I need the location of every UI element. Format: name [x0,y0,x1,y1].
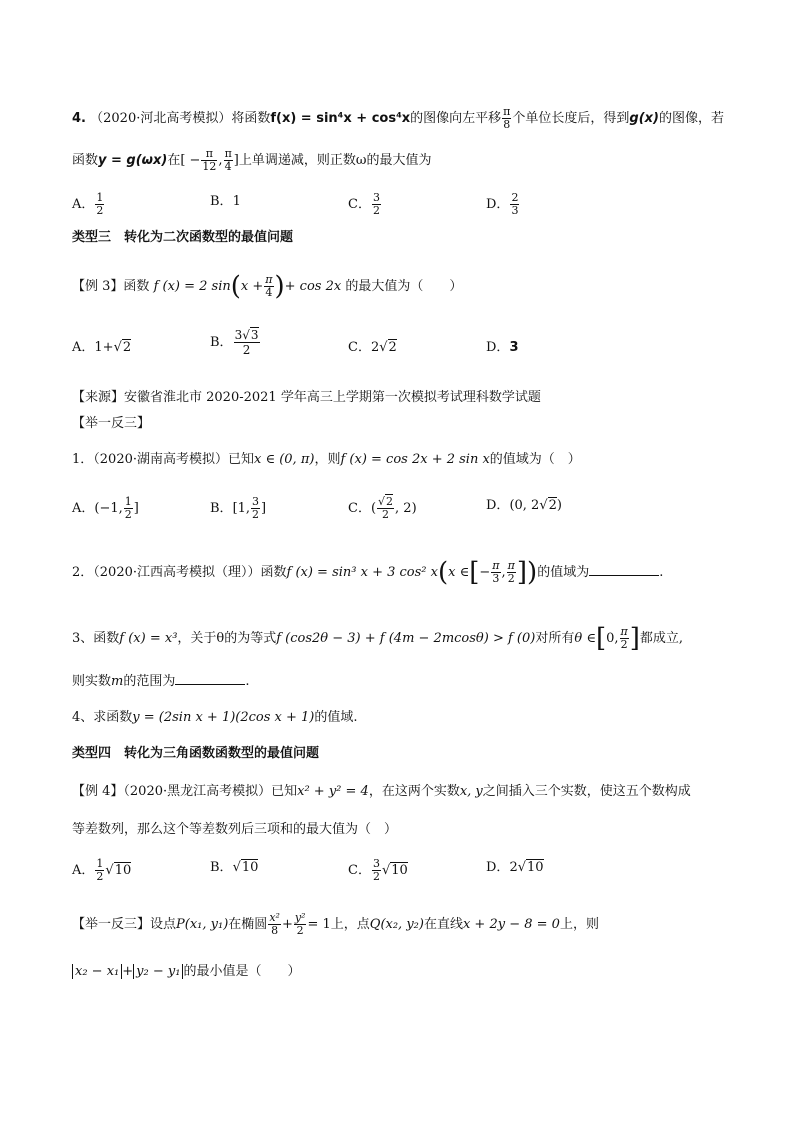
option-label: B． [210,194,233,209]
text: 上，则 [559,917,599,932]
denominator: 2 [296,924,304,937]
radicand: 10 [527,860,544,875]
option-value: 3 [509,340,519,355]
denominator: 4 [224,160,232,173]
option-c[interactable]: C． $\frac{3}{2}$ √10 [348,857,408,883]
formula: y = (2sin x + 1)(2cos x + 1) [132,710,315,725]
example-4-line-2: 等差数列，那么这个等差数列后三项和的最大值为（ ） [72,822,398,837]
text: , [218,153,223,168]
text: . [245,674,250,689]
practice-problem-line-2 [72,962,734,982]
option-label: D． [486,860,510,875]
text: 在椭圆 [228,917,268,932]
denominator: 2 [620,638,628,651]
numerator: y² [294,911,306,924]
fraction: $\frac{√2}{2}$ [378,495,394,521]
option-a[interactable] [72,496,139,521]
formula: x, y [459,784,483,799]
q4-line-1 [72,106,734,131]
denominator: 3 [492,572,500,585]
radicand: 2 [548,498,557,513]
text: 的最大值为（ ） [345,279,463,294]
paren-close: ) [274,271,285,302]
denominator: 2 [124,508,132,521]
denominator: 2 [382,508,390,521]
answer-blank[interactable] [589,563,659,576]
denominator: 2 [252,508,260,521]
text: 2．（2020·江西高考模拟（理））函数 [72,565,287,580]
denominator: 2 [242,343,251,357]
option-label: C． [348,197,371,212]
option-a[interactable] [72,192,105,217]
question-source: （2020·河北高考模拟） [90,111,232,126]
option-c[interactable]: C．2√2 [348,340,397,355]
text: 的范围为 [123,674,176,689]
text: ，关于θ的为等式 [177,631,277,646]
text: 的图像向左平移 [410,111,502,126]
denominator: 8 [503,118,511,131]
text: ( [370,501,377,516]
fraction [620,626,629,651]
option-label: A． [72,501,95,516]
option-label: D． [486,197,510,212]
numerator: π [224,147,232,160]
text: (0, 2 [509,498,540,513]
example-label: 【例 4】 [72,784,124,799]
question-number: 4. [72,111,86,126]
text: 在[ − [167,153,201,168]
denominator: 2 [96,204,104,217]
option-b[interactable] [210,496,266,521]
option-a[interactable]: A．1+√2 [72,340,132,355]
fraction-shift [502,106,511,131]
text: 的值域为（ ） [489,452,581,467]
text: x + [240,279,264,294]
option-label: B． [210,860,233,875]
fraction [268,912,281,937]
option-d[interactable]: D．2√10 [486,860,544,875]
formula: f (cos2θ − 3) + f (4m − 2mcosθ) > f (0) [276,631,536,646]
numerator: 3 [252,495,260,508]
text: 对所有 [535,631,575,646]
denominator: 3 [511,204,519,217]
text: （2020·黑龙江高考模拟）已知 [123,784,298,799]
text: 将函数 [231,111,271,126]
answer-blank[interactable] [175,672,245,685]
problem-1 [72,450,734,470]
text: 都成立, [639,631,684,646]
problem-4 [72,708,734,728]
text: = 1 [307,917,331,932]
text: + cos 2x [284,279,342,294]
fraction [95,192,104,217]
text: 的值域为 [537,565,590,580]
denominator: 2 [372,204,380,217]
option-label: B． [210,335,233,350]
q4-line-2 [72,148,734,173]
denominator: 12 [202,160,217,173]
fraction [201,148,217,173]
option-label: A． [72,197,95,212]
numerator: x² [269,911,280,924]
fraction [372,192,381,217]
source-note: 【来源】安徽省淮北市 2020-2021 学年高三上学期第一次模拟考试理科数学试题 [72,390,541,405]
fraction [294,912,307,937]
radicand: 2 [388,340,397,355]
text: 上，点 [330,917,370,932]
text: 在直线 [423,917,463,932]
example-label: 【例 3】 [72,279,124,294]
fraction [264,274,273,299]
text: 个单位长度后，得到 [512,111,630,126]
text: . [659,565,664,580]
denominator: 2 [507,572,515,585]
option-a[interactable]: A． $\frac{1}{2}$ √10 [72,857,132,883]
option-label: D． [486,340,510,355]
problem-3: 3、函数f (x) = x³，关于θ的为等式f (cos2θ − 3) + f (4m − 2mcosθ) > f (0)对所有θ ∈[0, $\frac{\pi}{2}$ ]都成立, [72,623,684,654]
formula-fx: f(x) = sin⁴x + cos⁴x [270,111,411,126]
formula: f (x) = 2 sin [153,279,231,294]
bracket-close: ] [516,557,528,588]
denominator: 2 [372,870,380,883]
numerator: 1 [124,495,132,508]
practice-problem [72,912,734,937]
numerator: π [507,559,515,572]
numerator: 3 [372,857,380,870]
text: , 2) [395,501,417,516]
example-3 [72,271,734,302]
formula: P(x₁, y₁) [176,917,229,932]
numerator: 3 [372,191,380,204]
numerator: 1 [96,191,104,204]
text: 3、函数 [72,631,120,646]
numerator: π [492,559,500,572]
numerator: 3 [234,328,243,342]
text: 函数 [72,153,99,168]
radicand: 10 [241,860,259,875]
bracket-open: [ [595,623,607,654]
option-b[interactable] [210,192,241,212]
option-c[interactable] [348,496,417,521]
bracket-open: [ [469,557,480,588]
option-value: 2 [509,860,518,875]
denominator: 8 [271,924,279,937]
formula: f (x) = sin³ x + 3 cos² x [286,565,438,580]
radicand: 10 [114,863,132,878]
formula: m [111,674,124,689]
option-label: A． [72,863,95,878]
formula: x ∈ (0, π) [254,452,315,467]
option-c[interactable] [348,192,382,217]
numerator: π [620,625,628,638]
text: + [281,917,293,932]
text: + [122,964,134,979]
option-label: C． [348,863,371,878]
formula-y: y = g(ωx) [98,153,168,168]
option-d[interactable] [486,338,518,358]
option-b[interactable]: B．√10 [210,860,259,875]
text: 则实数 [72,674,112,689]
text: 之间插入三个实数，使这五个数构成 [482,784,691,799]
option-value: 1+ [94,340,114,355]
numerator: π [265,273,273,286]
formula: Q(x₂, y₂) [369,917,424,932]
radicand: 10 [391,863,408,878]
denominator: 4 [265,286,273,299]
text: 4、求函数 [72,710,133,725]
option-d[interactable] [486,192,520,217]
formula: x₂ − x₁ [72,964,122,979]
numerator: π [503,105,511,118]
option-label: D． [486,498,510,513]
fraction [491,560,500,585]
denominator: 2 [96,870,104,883]
radicand: 2 [386,495,394,508]
numerator: π [201,148,217,161]
formula: x² + y² = 4 [297,784,369,799]
example-4 [72,782,734,802]
problem-3-line-2 [72,672,734,692]
numerator: 2 [511,191,519,204]
fraction [510,192,519,217]
text: ] [133,501,139,516]
option-value: 1 [232,194,241,209]
numerator: 1 [96,857,104,870]
section-heading-type4: 类型四 转化为三角函数函数型的最值问题 [72,746,320,761]
paren-open: ( [437,557,449,588]
fraction [95,858,104,883]
option-label: C． [348,340,371,355]
formula: x ∈ [448,565,470,580]
option-d[interactable]: D．(0, 2√2) [486,498,562,513]
problem-2: 2．（2020·江西高考模拟（理））函数f (x) = sin³ x + 3 cos² x(x ∈[− $\frac{\pi}{3}$ , $\frac{\pi}{2}$ ])的值域为 . [72,557,664,588]
text: 的图像，若 [659,111,725,126]
formula: x + 2y − 8 = 0 [462,917,560,932]
option-value: 2 [370,340,380,355]
paren-open: ( [230,271,241,302]
section-heading-type3: 类型三 转化为二次函数型的最值问题 [72,230,294,245]
text: ，则 [314,452,341,467]
formula: f (x) = cos 2x + 2 sin x [340,452,490,467]
practice-label: 【举一反三】 [72,416,151,431]
text: (−1, [94,501,123,516]
formula: f (x) = x³ [119,631,178,646]
text: ) [556,498,562,513]
bracket-close: ] [629,623,640,654]
paren-close: ) [527,557,538,588]
text: ] [261,501,267,516]
practice-label: 【举一反三】 [72,917,151,932]
fraction [251,496,260,521]
formula: y₂ − y₁ [133,964,183,979]
text: 1．（2020·湖南高考模拟）已知 [72,452,254,467]
text: 的最小值是（ ） [183,964,301,979]
fraction [224,148,233,173]
option-label: B． [210,501,233,516]
fraction [372,858,381,883]
text: 函数 [123,279,150,294]
text: ]上单调递减，则正数ω的最大值为 [233,153,432,168]
formula: θ ∈ [574,631,596,646]
option-label: A． [72,340,95,355]
fraction [124,496,133,521]
radicand: 3 [250,328,259,342]
option-b[interactable] [210,328,261,357]
radicand: 2 [122,340,132,355]
text: ，在这两个实数 [368,784,460,799]
option-label: C． [348,501,371,516]
formula-gx: g(x) [629,111,659,126]
text: 设点 [150,917,177,932]
fraction: $\frac{3√3}{2}$ [234,328,259,357]
fraction [507,560,516,585]
text: [1, [232,501,251,516]
text: 的值域. [314,710,358,725]
